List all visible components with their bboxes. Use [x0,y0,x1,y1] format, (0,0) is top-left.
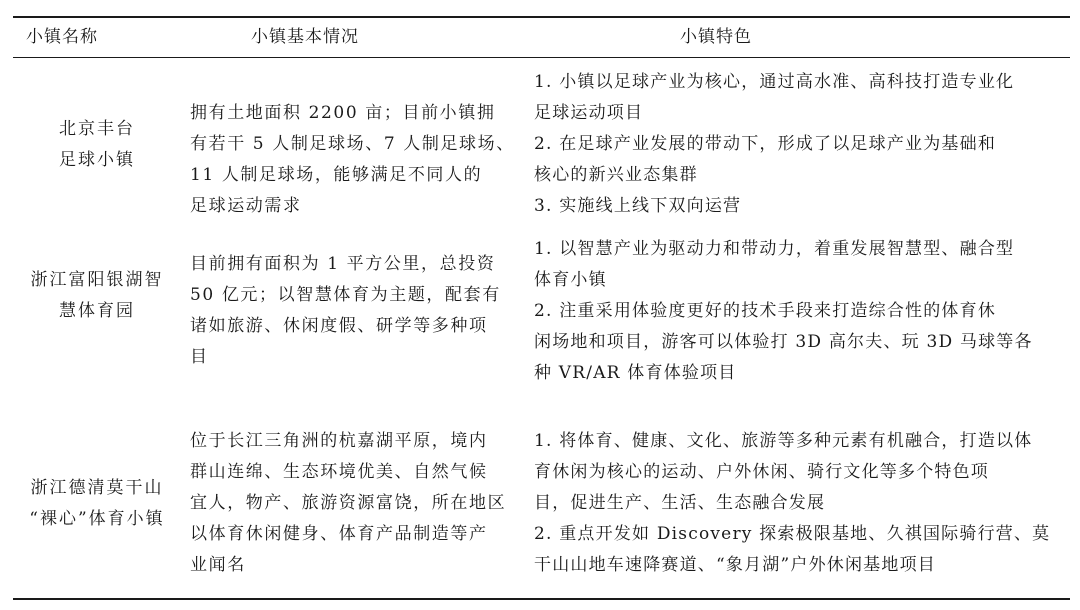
town-name-line: “裸心”体育小镇 [29,509,165,529]
feature-line: 2. 在足球产业发展的带动下，形成了以足球产业为基础和 [534,134,997,154]
basic-info-line: 群山连绵、生态环境优美、自然气候 [190,462,488,482]
feature-line: 目，促进生产、生活、生态融合发展 [534,493,826,513]
header-town-name: 小镇名称 [26,27,98,47]
feature-line: 足球运动项目 [534,103,644,123]
table-header [13,18,1070,58]
town-name-cell [13,114,181,176]
feature-line: 1. 以智慧产业为驱动力和带动力，着重发展智慧型、融合型 [534,239,1015,259]
basic-info-line: 以体育休闲健身、体育产品制造等产 [190,524,488,544]
town-name-line: 北京丰台 [59,119,135,139]
feature-line: 干山山地车速降赛道、“象月湖”户外休闲基地项目 [534,555,936,575]
feature-line: 闲场地和项目，游客可以体验打 3D 高尔夫、玩 3D 马球等各 [534,332,1033,352]
header-basic-info: 小镇基本情况 [251,27,359,47]
feature-line: 种 VR/AR 体育体验项目 [534,363,737,383]
basic-info-line: 目前拥有面积为 1 平方公里，总投资 [190,254,496,274]
town-name-line: 浙江德清莫干山 [30,478,164,498]
feature-line: 2. 重点开发如 Discovery 探索极限基地、久祺国际骑行营、莫 [534,524,1051,544]
basic-info-line: 50 亿元；以智慧体育为主题，配套有 [190,285,501,305]
basic-info-line: 有若干 5 人制足球场、7 人制足球场、 [190,134,515,154]
basic-info-line: 足球运动需求 [190,196,302,216]
basic-info-line: 拥有土地面积 2200 亩；目前小镇拥 [190,103,496,123]
town-name-line: 浙江富阳银湖智 [30,270,164,290]
town-name-line: 足球小镇 [59,150,135,170]
basic-info-cell [190,98,515,222]
feature-line: 核心的新兴业态集群 [534,165,698,185]
basic-info-line: 目 [190,347,209,367]
basic-info-cell [190,249,510,373]
town-name-cell [13,265,181,327]
feature-line: 1. 将体育、健康、文化、旅游等多种元素有机融合，打造以体 [534,431,1033,451]
feature-line: 1. 小镇以足球产业为核心，通过高水准、高科技打造专业化 [534,72,1015,92]
features-cell [534,234,1064,389]
basic-info-cell [190,426,510,581]
basic-info-line: 诸如旅游、休闲度假、研学等多种项 [190,316,488,336]
basic-info-line: 宜人，物产、旅游资源富饶，所在地区 [190,493,507,513]
header-features: 小镇特色 [680,27,752,47]
features-cell [534,67,1064,222]
feature-line: 3. 实施线上线下双向运营 [534,196,742,216]
basic-info-line: 位于长江三角洲的杭嘉湖平原，境内 [190,431,488,451]
town-comparison-table [13,16,1070,600]
basic-info-line: 11 人制足球场，能够满足不同人的 [190,165,483,185]
feature-line: 体育小镇 [534,270,607,290]
features-cell [534,426,1064,581]
feature-line: 2. 注重采用体验度更好的技术手段来打造综合性的体育休 [534,301,997,321]
table-row [13,234,1070,404]
basic-info-line: 业闻名 [190,555,246,575]
feature-line: 育休闲为核心的运动、户外休闲、骑行文化等多个特色项 [534,462,989,482]
table-row [13,66,1070,226]
town-name-line: 慧体育园 [59,301,135,321]
town-name-cell [13,473,181,535]
table-row [13,426,1070,596]
